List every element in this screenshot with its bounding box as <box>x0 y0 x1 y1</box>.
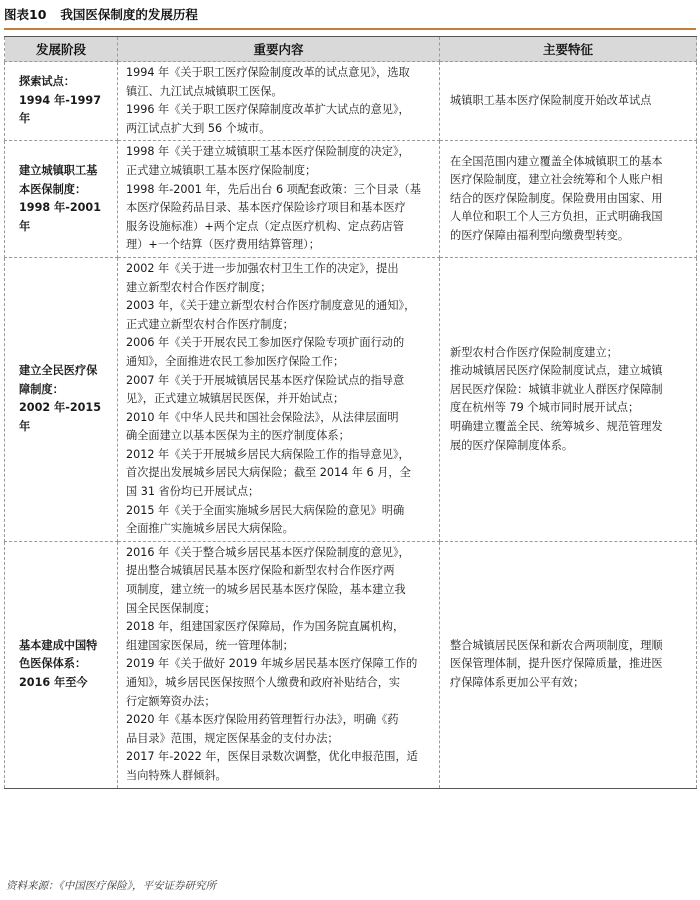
feature-line: 明确建立覆盖全民、统筹城乡、规范管理发 <box>450 419 663 433</box>
stage-cell <box>5 62 118 141</box>
stage-cell <box>5 541 118 788</box>
feature-cell <box>440 62 697 141</box>
content-line: 首次提出发展城乡居民大病保险；截至 2014 年 6 月，全 <box>126 466 411 480</box>
content-line: 2020 年《基本医疗保险用药管理暂行办法》，明确《药 <box>126 713 399 727</box>
feature-cell <box>440 257 697 541</box>
feature-cell <box>440 141 697 258</box>
source-note: 资料来源：《中国医疗保险》，平安证券研究所 <box>6 880 216 892</box>
content-line: 1994 年《关于职工医疗保险制度改革的试点意见》，选取 <box>126 66 410 79</box>
content-cell <box>118 257 440 541</box>
header-feature: 主要特征 <box>440 37 697 62</box>
stage-line: 2016 年至今 <box>19 676 88 689</box>
content-line: 1996 年《关于职工医疗保障制度改革扩大试点的意见》， <box>126 103 410 117</box>
content-line: 2016 年《关于整合城乡居民基本医疗保险制度的意见》， <box>126 545 410 559</box>
table-row <box>5 62 697 141</box>
content-line: 当向特殊人群倾斜。 <box>126 768 227 782</box>
content-line: 2010 年《中华人民共和国社会保险法》，从法律层面明 <box>126 410 399 424</box>
content-line: 通知》，城乡居民医保按照个人缴费和政府补贴结合，实 <box>126 676 401 689</box>
stage-line: 障制度： <box>19 382 64 396</box>
content-line: 行定额筹资办法； <box>126 694 216 708</box>
stage-line: 建立全民医疗保 <box>19 364 98 378</box>
table-body <box>5 62 697 789</box>
content-line: 1998 年-2001 年，先后出台 6 项配套政策：三个目录（基 <box>126 182 421 196</box>
content-line: 确全面建立以基本医保为主的医疗制度体系； <box>126 429 350 443</box>
content-line: 品目录》范围，规定医保基金的支付办法； <box>126 731 339 745</box>
feature-line: 整合城镇居民医保和新农合两项制度，理顺 <box>450 638 663 652</box>
table-header-row <box>5 37 697 62</box>
content-line: 全面推广实施城乡居民大病保险。 <box>126 522 294 536</box>
feature-line: 医保管理体制，提升医疗保障质量，推进医 <box>450 657 663 671</box>
stage-line: 1994 年-1997 年 <box>19 93 101 126</box>
stage-line: 基本建成中国特 <box>19 638 98 652</box>
table-row <box>5 141 697 258</box>
feature-line: 展的医疗保障制度体系。 <box>450 438 574 452</box>
feature-line: 城镇职工基本医疗保险制度开始改革试点 <box>450 93 652 107</box>
table-row <box>5 541 697 788</box>
content-cell <box>118 541 440 788</box>
content-cell <box>118 62 440 141</box>
content-line: 通知》，全面推进农民工参加医疗保险工作； <box>126 354 345 368</box>
stage-line: 色医保体系： <box>19 657 87 671</box>
feature-line: 医疗保险制度，建立社会统筹和个人账户相 <box>450 173 663 187</box>
stage-line: 本医保制度： <box>19 182 87 196</box>
stage-line: 1998 年-2001 年 <box>19 201 101 233</box>
content-line: 2012 年《关于开展城乡居民大病保险工作的指导意见》， <box>126 447 410 461</box>
content-line: 2015 年《关于全面实施城乡居民大病保险的意见》明确 <box>126 503 405 517</box>
policy-history-table <box>4 36 697 789</box>
content-line: 理）+一个结算（医疗费用结算管理）； <box>126 238 320 252</box>
content-line: 正式建立城镇职工基本医疗保险制度； <box>126 163 317 177</box>
feature-cell <box>440 541 697 788</box>
content-line: 2003 年，《关于建立新型农村合作医疗制度意见的通知》， <box>126 299 416 313</box>
stage-cell <box>5 257 118 541</box>
content-line: 1998 年《关于建立城镇职工基本医疗保险制度的决定》， <box>126 145 410 159</box>
feature-line: 的医疗保障由福利型向缴费型转变。 <box>450 229 630 243</box>
figure-number: 图表10 <box>4 7 47 22</box>
content-line: 项制度，建立统一的城乡居民基本医疗保险，基本建立我 <box>126 583 406 597</box>
content-line: 服务设施标准）+两个定点（定点医疗机构、定点药店管 <box>126 219 404 233</box>
content-line: 见》，正式建立城镇居民医保，并开始试点； <box>126 392 345 406</box>
stage-cell <box>5 141 118 258</box>
content-line: 2007 年《关于开展城镇居民基本医疗保险试点的指导意 <box>126 373 405 387</box>
content-line: 2002 年《关于进一步加强农村卫生工作的决定》，提出 <box>126 261 399 275</box>
content-line: 建立新型农村合作医疗制度； <box>126 280 272 294</box>
content-line: 本医疗保险药品目录、基本医疗保险诊疗项目和基本医疗 <box>126 201 406 215</box>
feature-line: 推动城镇居民医疗保险制度试点，建立城镇 <box>450 364 663 378</box>
figure-title-text: 我国医保制度的发展历程 <box>60 7 198 22</box>
feature-line: 结合的医疗保险制度。保险费用由国家、用 <box>450 191 663 205</box>
stage-line: 探索试点： <box>19 75 75 89</box>
content-line: 2019 年《关于做好 2019 年城乡居民基本医疗保障工作的 <box>126 657 418 671</box>
content-line: 国全民医保制度； <box>126 601 216 615</box>
header-stage: 发展阶段 <box>5 37 118 62</box>
feature-line: 疗保障体系更加公平有效； <box>450 676 585 689</box>
content-line: 两江试点扩大到 56 个城市。 <box>126 121 271 135</box>
content-line: 组建国家医保局，统一管理体制； <box>126 638 294 652</box>
table-row <box>5 257 697 541</box>
feature-line: 新型农村合作医疗保险制度建立； <box>450 345 618 359</box>
content-line: 提出整合城镇居民基本医疗保险和新型农村合作医疗两 <box>126 564 395 578</box>
content-line: 镇江、九江试点城镇职工医保。 <box>126 84 283 98</box>
content-cell <box>118 141 440 258</box>
content-line: 2018 年，组建国家医疗保障局，作为国务院直属机构， <box>126 620 405 634</box>
stage-line: 2002 年-2015 年 <box>19 401 101 433</box>
feature-line: 居民医疗保险：城镇非就业人群医疗保障制 <box>450 382 663 396</box>
figure-title <box>4 2 696 30</box>
feature-line: 度在杭州等 79 个城市同时展开试点； <box>450 401 640 415</box>
header-content: 重要内容 <box>118 37 440 62</box>
content-line: 2006 年《关于开展农民工参加医疗保险专项扩面行动的 <box>126 336 405 350</box>
content-line: 2017 年-2022 年，医保目录数次调整，优化申报范围，适 <box>126 750 418 764</box>
content-line: 国 31 省份均已开展试点； <box>126 485 260 499</box>
content-line: 正式建立新型农村合作医疗制度； <box>126 317 294 331</box>
feature-line: 人单位和职工个人三方负担，正式明确我国 <box>450 210 663 224</box>
stage-line: 建立城镇职工基 <box>19 163 98 177</box>
feature-line: 在全国范围内建立覆盖全体城镇职工的基本 <box>450 154 663 168</box>
